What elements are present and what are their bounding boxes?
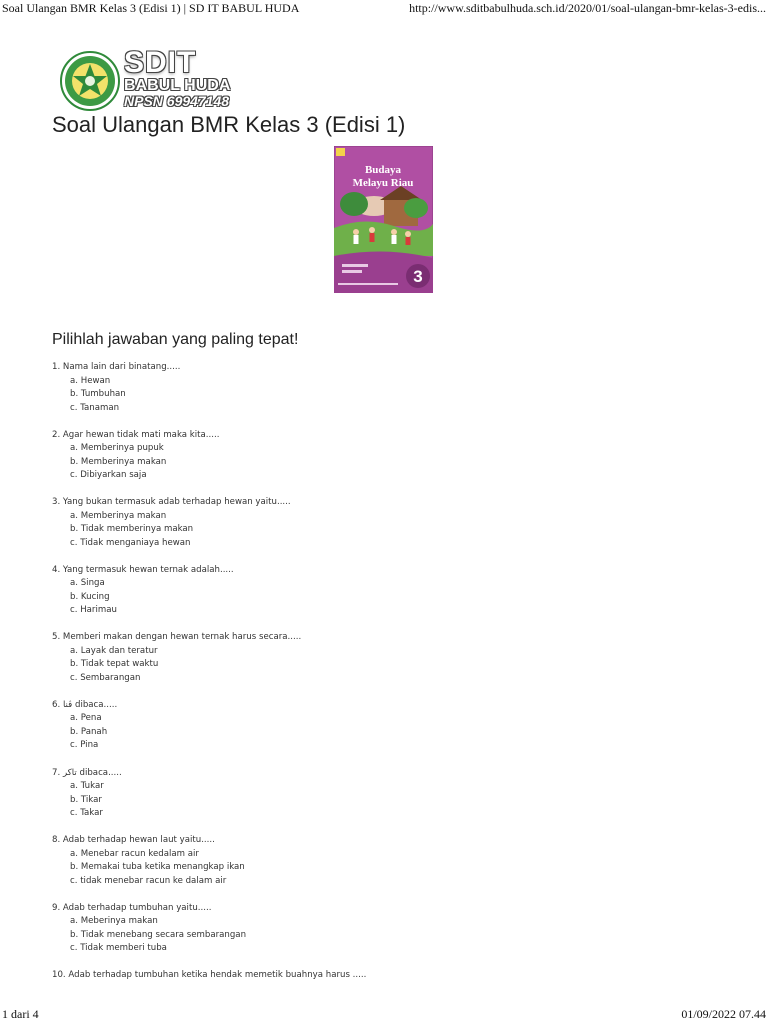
question-item bbox=[52, 361, 712, 415]
answer-option: b. Tikar bbox=[70, 794, 102, 805]
question-item bbox=[52, 699, 712, 753]
book-grade: 3 bbox=[413, 267, 423, 286]
answer-option: c. Tanaman bbox=[70, 402, 120, 413]
answer-option: a. Menebar racun kedalam air bbox=[70, 848, 199, 859]
book-title-line2: Melayu Riau bbox=[352, 177, 414, 189]
print-header bbox=[0, 0, 768, 18]
answer-option: a. Hewan bbox=[70, 375, 111, 386]
question-text: 4. Yang termasuk hewan ternak adalah..... bbox=[52, 564, 234, 575]
book-title-line1: Budaya bbox=[364, 164, 402, 176]
answer-option: b. Kucing bbox=[70, 591, 110, 602]
question-item bbox=[52, 631, 712, 685]
question-text: 1. Nama lain dari binatang..... bbox=[52, 362, 181, 372]
question-text: 9. Adab terhadap tumbuhan yaitu..... bbox=[52, 902, 212, 913]
answer-option: c. Pina bbox=[70, 740, 99, 751]
question-text: 6. ڤنا dibaca..... bbox=[52, 699, 118, 710]
question-text: 8. Adab terhadap hewan laut yaitu..... bbox=[52, 835, 215, 846]
answer-option: a. Memberinya makan bbox=[70, 510, 167, 521]
print-page-number: 1 dari 4 bbox=[2, 1007, 39, 1021]
answer-option: c. Tidak menganiaya hewan bbox=[70, 537, 191, 548]
answer-option: a. Meberinya makan bbox=[70, 916, 158, 927]
question-item bbox=[52, 429, 712, 483]
question-item bbox=[52, 767, 712, 821]
print-header-url[interactable]: http://www.sditbabulhuda.sch.id/2020/01/soal-ulangan-bmr-kelas-3-edis... bbox=[409, 1, 766, 15]
answer-option: b. Tidak menebang secara sembarangan bbox=[70, 929, 247, 940]
answer-option: b. Tidak memberinya makan bbox=[70, 524, 194, 535]
answer-option: c. Sembarangan bbox=[70, 672, 141, 683]
question-list bbox=[52, 361, 712, 996]
answer-option: b. Memberinya makan bbox=[70, 456, 167, 467]
answer-option: b. Panah bbox=[70, 726, 108, 737]
answer-option: c. Tidak memberi tuba bbox=[70, 943, 167, 954]
school-emblem-icon bbox=[60, 51, 120, 111]
answer-option: a. Pena bbox=[70, 713, 102, 724]
logo-npsn: NPSN 69947148 bbox=[124, 93, 230, 109]
answer-option: c. Harimau bbox=[70, 605, 117, 616]
question-item bbox=[52, 496, 712, 550]
answer-option: a. Tukar bbox=[70, 781, 104, 792]
question-item bbox=[52, 564, 712, 618]
answer-option: b. Tumbuhan bbox=[70, 389, 126, 399]
question-text: 2. Agar hewan tidak mati maka kita..... bbox=[52, 429, 220, 440]
print-header-title: Soal Ulangan BMR Kelas 3 (Edisi 1) | SD IT BABUL HUDA bbox=[2, 1, 300, 15]
question-text: 5. Memberi makan dengan hewan ternak harus secara..... bbox=[52, 632, 302, 643]
school-logo[interactable] bbox=[60, 48, 260, 112]
page-title: Soal Ulangan BMR Kelas 3 (Edisi 1) bbox=[52, 112, 406, 137]
question-text: 7. تاكر dibaca..... bbox=[52, 767, 122, 778]
print-footer bbox=[0, 1006, 768, 1024]
print-datetime: 01/09/2022 07.44 bbox=[681, 1007, 766, 1021]
question-text: 3. Yang bukan termasuk adab terhadap hewan yaitu..... bbox=[52, 497, 291, 508]
answer-option: a. Layak dan teratur bbox=[70, 645, 158, 656]
logo-subtitle: BABUL HUDA bbox=[124, 77, 231, 94]
answer-option: c. tidak menebar racun ke dalam air bbox=[70, 875, 227, 886]
logo-name: SDIT bbox=[124, 46, 197, 79]
answer-option: b. Tidak tepat waktu bbox=[70, 659, 159, 670]
answer-option: c. Takar bbox=[70, 808, 103, 819]
book-cover-image bbox=[334, 146, 433, 293]
answer-option: a. Singa bbox=[70, 578, 105, 589]
instruction-heading: Pilihlah jawaban yang paling tepat! bbox=[52, 331, 299, 348]
answer-option: b. Memakai tuba ketika menangkap ikan bbox=[70, 862, 245, 873]
answer-option: a. Memberinya pupuk bbox=[70, 443, 164, 454]
question-item bbox=[52, 834, 712, 888]
answer-option: c. Dibiyarkan saja bbox=[70, 470, 147, 481]
question-item bbox=[52, 902, 712, 956]
question-item bbox=[52, 969, 712, 983]
question-text: 10. Adab terhadap tumbuhan ketika hendak memetik buahnya harus ..... bbox=[52, 970, 367, 981]
